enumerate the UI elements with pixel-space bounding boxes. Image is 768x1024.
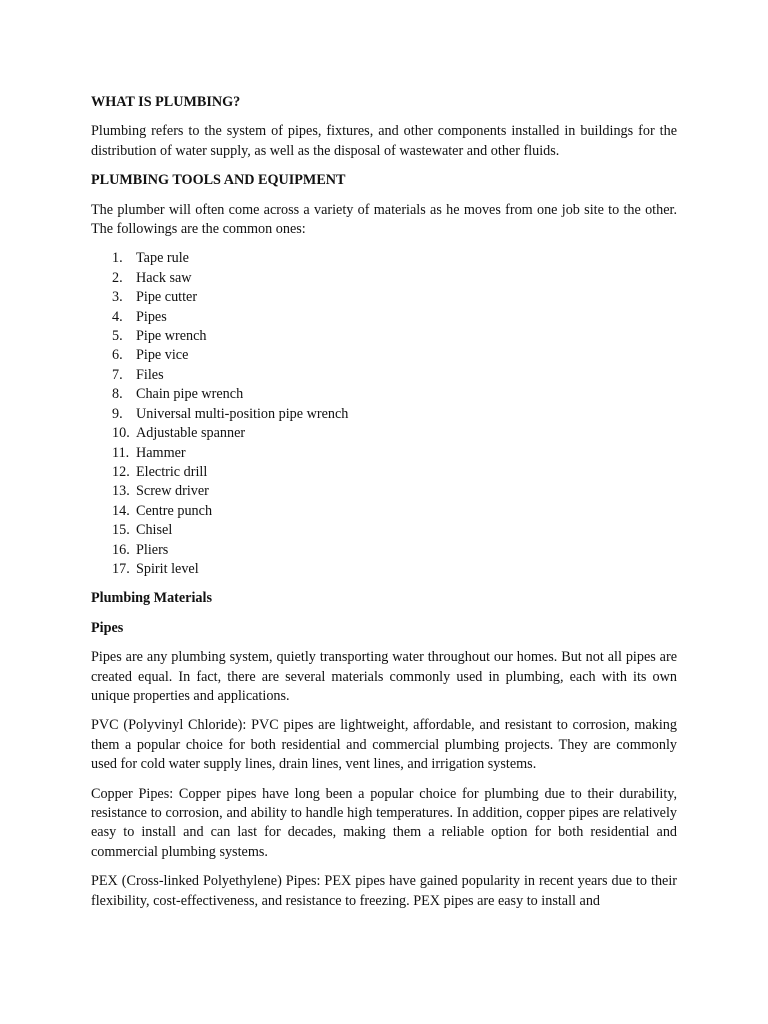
list-item bbox=[91, 385, 677, 404]
heading-what-is-plumbing: WHAT IS PLUMBING? bbox=[91, 94, 241, 110]
list-number: 3. bbox=[112, 289, 123, 306]
list-item bbox=[91, 346, 677, 365]
list-number: 2. bbox=[112, 269, 123, 286]
list-text: Pipes bbox=[136, 308, 167, 325]
pvc-paragraph: PVC (Polyvinyl Chloride): PVC pipes are lightweight, affordable, and resistant to corrosion, making them a popular choice for both residential and commercial plumbing projects. They are commonly used for cold water supply lines, drain lines, vent lines, and irrigation systems. bbox=[91, 717, 677, 773]
list-number: 10. bbox=[112, 425, 130, 442]
list-number: 7. bbox=[112, 366, 123, 383]
list-item bbox=[91, 249, 677, 268]
list-text: Chain pipe wrench bbox=[136, 386, 244, 403]
list-text: Pipe cutter bbox=[136, 289, 198, 306]
list-item bbox=[91, 308, 677, 327]
list-text: Screw driver bbox=[136, 483, 209, 500]
list-item bbox=[91, 424, 677, 443]
list-number: 15. bbox=[112, 522, 130, 539]
list-number: 13. bbox=[112, 483, 130, 500]
list-item bbox=[91, 502, 677, 521]
list-number: 5. bbox=[112, 328, 123, 345]
list-text: Chisel bbox=[136, 522, 173, 539]
list-number: 12. bbox=[112, 463, 130, 480]
list-number: 9. bbox=[112, 405, 123, 422]
list-text: Electric drill bbox=[136, 463, 208, 480]
heading-plumbing-materials: Plumbing Materials bbox=[91, 590, 212, 607]
list-number: 8. bbox=[112, 386, 123, 403]
list-number: 4. bbox=[112, 308, 123, 325]
pipes-paragraph: Pipes are any plumbing system, quietly transporting water throughout our homes. But not all pipes are created equal. In fact, there are several materials commonly used in plumbing, each with its own unique properties and applications. bbox=[91, 649, 677, 704]
list-text: Spirit level bbox=[136, 560, 199, 577]
tools-list bbox=[91, 249, 677, 579]
document-page bbox=[91, 93, 677, 921]
list-number: 6. bbox=[112, 347, 123, 364]
copper-paragraph: Copper Pipes: Copper pipes have long been a popular choice for plumbing due to their durability, resistance to corrosion, and ability to handle high temperatures. In addition, copper pipes are relatively easy to install and can last for decades, making them a reliable option for both residential and commercial plumbing systems. bbox=[91, 785, 677, 860]
list-item bbox=[91, 405, 677, 424]
list-item bbox=[91, 269, 677, 288]
heading-pipes: Pipes bbox=[91, 619, 124, 636]
list-item bbox=[91, 560, 677, 579]
list-item bbox=[91, 463, 677, 482]
list-item bbox=[91, 541, 677, 560]
list-item bbox=[91, 444, 677, 463]
list-number: 1. bbox=[112, 250, 123, 267]
list-text: Hack saw bbox=[136, 269, 192, 286]
list-text: Pipe vice bbox=[136, 347, 189, 364]
list-text: Centre punch bbox=[136, 502, 213, 519]
list-item bbox=[91, 521, 677, 540]
list-text: Universal multi-position pipe wrench bbox=[136, 405, 349, 422]
list-text: Adjustable spanner bbox=[136, 425, 246, 442]
intro-paragraph: Plumbing refers to the system of pipes, fixtures, and other components installed in buildings for the distribution of water supply, as well as the disposal of wastewater and other fluids. bbox=[91, 123, 677, 159]
list-text: Files bbox=[136, 366, 164, 383]
heading-tools-equipment: PLUMBING TOOLS AND EQUIPMENT bbox=[91, 172, 346, 189]
list-number: 14. bbox=[112, 502, 130, 519]
list-text: Tape rule bbox=[136, 250, 189, 267]
list-text: Pipe wrench bbox=[136, 328, 207, 345]
list-number: 16. bbox=[112, 541, 130, 558]
list-text: Hammer bbox=[136, 444, 186, 461]
list-item bbox=[91, 327, 677, 346]
list-number: 11. bbox=[112, 444, 130, 461]
list-text: Pliers bbox=[136, 541, 169, 558]
tools-intro-paragraph: The plumber will often come across a variety of materials as he moves from one job site to the other. The followings are the common ones: bbox=[91, 201, 677, 238]
list-number: 17. bbox=[112, 560, 130, 577]
pex-paragraph: PEX (Cross-linked Polyethylene) Pipes: PEX pipes have gained popularity in recent years due to their flexibility, cost-effectiveness, and resistance to freezing. PEX pipes are easy to install and bbox=[91, 873, 677, 909]
list-item bbox=[91, 482, 677, 501]
list-item bbox=[91, 288, 677, 307]
list-item bbox=[91, 366, 677, 385]
